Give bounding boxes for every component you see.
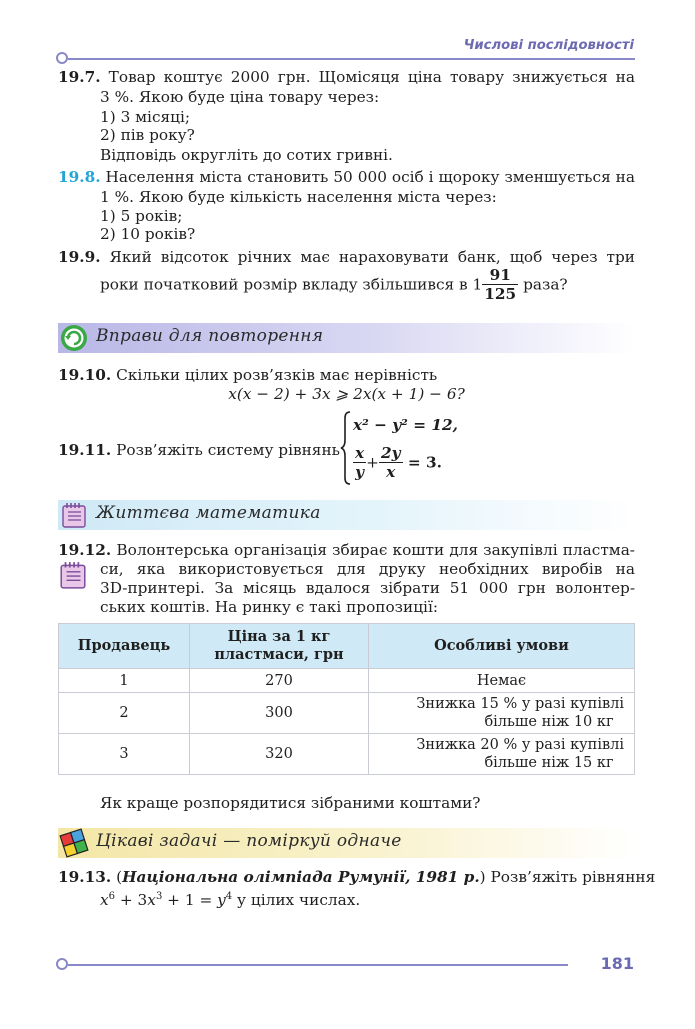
equation-system [340,410,460,486]
problem-19-7-line-2: 3 %. Якою буде ціна товару через: [100,88,380,106]
fraction-denominator: y [353,462,366,481]
problem-text: Волонтерська організація збирає кошти для закупівлі пластма- [116,541,635,559]
problem-19-12-question: Як краще розпорядитися зібраними коштами? [100,794,481,812]
problem-19-9-line-2 [100,266,568,303]
problem-source: Національна олімпіада Румунії, 1981 р. [122,868,480,886]
problem-19-13-line-2 [100,887,360,910]
problem-text: Який відсоток річних має нараховувати банк, щоб через три [109,248,635,266]
problem-19-12-line-1 [58,541,635,560]
cell-price: 300 [190,693,369,734]
table-row [59,734,635,775]
problem-text: Населення міста становить 50 000 осіб і щороку зменшується на [105,168,635,186]
problem-19-7-line-1 [58,68,635,87]
cell-price: 320 [190,734,369,775]
problem-text: раза? [523,275,568,294]
cell-seller: 3 [59,734,190,775]
problem-text: Розв’яжіть рівняння [490,868,656,886]
problem-19-12-line-2: си, яка використовується для друку необхідних виробів на [100,560,635,578]
terms-line-1: Знижка 20 % у разі купівлі [416,737,624,753]
cell-price: 270 [190,669,369,693]
problem-19-12-line-3: 3D-принтері. За місяць вдалося зібрати 51 000 грн волонтер- [100,579,635,597]
header-price-line-2: пластмаси, грн [214,646,344,663]
problem-text: Товар коштує 2000 грн. Щомісяця ціна товару знижується на [108,68,635,86]
fraction [482,266,518,303]
header-rule [68,58,635,60]
problem-text: роки початковий розмір вкладу збільшився в 1 [100,275,483,294]
problem-19-10-line-1 [58,366,635,385]
cell-terms: Немає [369,669,635,693]
terms-line-2: більше ніж 15 кг [484,755,614,771]
equation-2 [353,444,442,481]
refresh-icon [60,324,88,352]
problem-19-9-line-1 [58,248,635,267]
problem-number: 19.10. [58,366,112,384]
problem-number: 19.12. [58,541,112,559]
section-title: Життєва математика [96,503,321,523]
problem-number: 19.8. [58,168,101,186]
table-row [59,669,635,693]
footer-rule-circle [56,958,68,970]
header-seller: Продавець [59,624,190,669]
plus-sign: + [366,453,379,472]
section-title: Вправи для повторення [96,326,324,346]
terms-line-2: більше ніж 10 кг [484,714,614,730]
paren: ) [479,868,486,886]
problem-19-10-formula: x(x − 2) + 3x ⩾ 2x(x + 1) − 6? [228,385,465,403]
fraction-numerator: 91 [489,266,511,284]
problem-19-7-line-3: Відповідь округліть до сотих гривні. [100,146,393,164]
section-title: Цікаві задачі — поміркуй одначе [96,831,402,851]
fraction-denominator: 125 [484,285,517,303]
paren: ( [116,868,123,886]
header-terms: Особливі умови [369,624,635,669]
system-brace [340,410,352,486]
section-banner-puzzles [58,828,635,858]
problem-text: Розв’яжіть систему рівнянь [116,441,340,459]
page-number: 181 [600,954,634,973]
fraction-numerator: x [355,444,365,462]
section-banner-review [58,323,635,353]
header-price [190,624,369,669]
problem-19-7-item-1: 1) 3 місяці; [100,108,191,126]
problem-19-12-line-4: ських коштів. На ринку є такі пропозиції: [100,598,438,616]
header-price-line-1: Ціна за 1 кг [227,628,331,645]
notebook-icon [60,501,88,529]
equation-rhs: = 3. [407,453,442,472]
footer-rule [68,964,568,966]
problem-19-8-item-1: 1) 5 років; [100,207,183,225]
terms-line-1: Знижка 15 % у разі купівлі [416,696,624,712]
problem-number: 19.11. [58,441,112,459]
cell-seller: 1 [59,669,190,693]
problem-19-13-line-1 [58,868,656,887]
section-banner-life-math [58,500,635,530]
equation-1: x² − y² = 12, [353,416,458,434]
problem-19-7-item-2: 2) пів року? [100,126,195,144]
table-row [59,693,635,734]
fraction-numerator: 2y [380,444,401,462]
fraction [379,444,403,481]
cell-seller: 2 [59,693,190,734]
problem-19-8-line-1 [58,168,635,187]
rubiks-cube-icon [58,828,90,858]
problem-text: Скільки цілих розв’язків має нерівність [116,366,438,384]
problem-number: 19.7. [58,68,101,86]
table-header-row [59,624,635,669]
problem-number: 19.13. [58,868,112,886]
problem-19-8-line-2: 1 %. Якою буде кількість населення міста через: [100,188,497,206]
offers-table [58,623,635,775]
cell-terms [369,734,635,775]
problem-19-11-text [58,441,348,460]
problem-text: у цілих числах. [237,891,361,910]
header-rule-circle [56,52,68,64]
fraction-denominator: x [379,462,403,481]
equation: $x^6 + 3x^3 + 1 = y^4$ [100,891,233,910]
problem-number: 19.9. [58,248,101,266]
chapter-title: Числові послідовності [463,38,634,53]
notebook-icon [58,560,88,590]
fraction [353,444,366,481]
problem-19-8-item-2: 2) 10 років? [100,225,196,243]
cell-terms [369,693,635,734]
